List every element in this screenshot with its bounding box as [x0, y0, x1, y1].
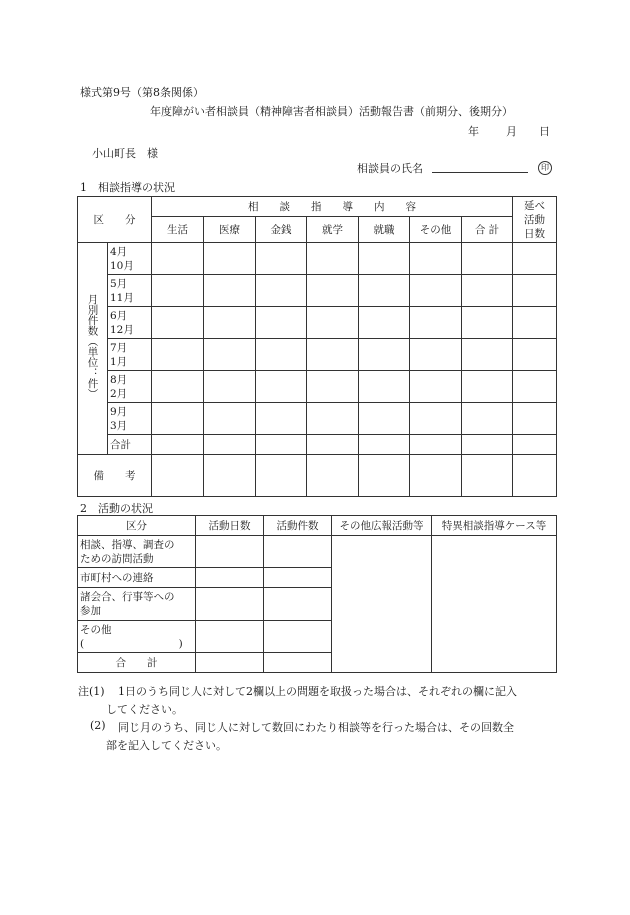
- table-cell[interactable]: [359, 435, 410, 455]
- table-cell[interactable]: [256, 403, 307, 435]
- date-day-label: 日: [539, 125, 550, 138]
- table-cell[interactable]: [264, 588, 332, 621]
- table-cell[interactable]: [152, 339, 204, 371]
- col-header-total: 合 計: [462, 217, 513, 243]
- table-cell[interactable]: [410, 275, 462, 307]
- remarks-cell[interactable]: [256, 455, 307, 497]
- activity-row-label: [78, 621, 196, 653]
- counseling-table: [77, 196, 557, 497]
- table-cell[interactable]: [152, 435, 204, 455]
- table-cell[interactable]: [152, 243, 204, 275]
- remarks-cell[interactable]: [359, 455, 410, 497]
- table-cell[interactable]: [256, 307, 307, 339]
- activity-row-label: 市町村への連絡: [78, 568, 196, 588]
- activity-days-header-line1: 延べ: [524, 199, 546, 212]
- activity-row-label-line2: 参加: [80, 605, 101, 617]
- activity-row-label: [78, 588, 196, 621]
- page-title: 年度障がい者相談員（精神障害者相談員）活動報告書（前期分、後期分）: [150, 105, 513, 118]
- activity-row-label-line2: ための訪問活動: [80, 552, 154, 565]
- period-month-first: 4月: [110, 245, 128, 258]
- table-cell[interactable]: [513, 435, 557, 455]
- period-label: [108, 371, 152, 403]
- period-month-second: 2月: [110, 387, 128, 400]
- period-month-first: 8月: [110, 373, 128, 386]
- note-1-number: 注(1): [78, 685, 105, 698]
- monthly-count-label-cell: [78, 243, 108, 455]
- remarks-cell[interactable]: [410, 455, 462, 497]
- table-cell[interactable]: [152, 403, 204, 435]
- table-cell[interactable]: [462, 243, 513, 275]
- remarks-cell[interactable]: [462, 455, 513, 497]
- activity-days-header: [513, 197, 557, 243]
- period-label: [108, 243, 152, 275]
- addressee: 小山町長 様: [92, 147, 158, 160]
- remarks-cell[interactable]: [152, 455, 204, 497]
- table-cell[interactable]: [264, 536, 332, 568]
- period-month-second: 1月: [110, 355, 128, 368]
- note-1-text-cont: してください。: [106, 703, 183, 716]
- table-cell[interactable]: [410, 371, 462, 403]
- period-label: [108, 339, 152, 371]
- table-cell[interactable]: [196, 588, 264, 621]
- col-header-employment: 就職: [359, 217, 410, 243]
- note-2-text-cont: 部を記入してください。: [106, 739, 227, 752]
- pr-activities-cell[interactable]: [332, 536, 432, 673]
- category-header: 区 分: [78, 197, 152, 243]
- seal-mark: [538, 160, 552, 175]
- activity-col-days: 活動日数: [196, 516, 264, 536]
- activity-row-label-line2: ( ): [80, 637, 183, 650]
- note-2-text: 同じ月のうち、同じ人に対して数回にわたり相談等を行った場合は、その回数全: [118, 721, 514, 734]
- seal-label: 印: [538, 161, 552, 175]
- activity-row-label-line1: その他: [80, 623, 112, 636]
- period-month-second: 10月: [110, 259, 134, 272]
- table-cell[interactable]: [256, 435, 307, 455]
- table-cell[interactable]: [462, 275, 513, 307]
- activity-table: [77, 515, 557, 673]
- activity-col-count: 活動件数: [264, 516, 332, 536]
- table-cell[interactable]: [256, 275, 307, 307]
- table-cell[interactable]: [256, 371, 307, 403]
- period-month-second: 12月: [110, 323, 134, 336]
- note-1-text: 1日のうち同じ人に対して2欄以上の問題を取扱った場合は、それぞれの欄に記入: [118, 685, 517, 698]
- table-cell[interactable]: [359, 307, 410, 339]
- table-cell[interactable]: [152, 371, 204, 403]
- period-label: [108, 403, 152, 435]
- table-cell[interactable]: [462, 371, 513, 403]
- table-cell[interactable]: [410, 403, 462, 435]
- table-cell[interactable]: [196, 653, 264, 673]
- note-2-number: (2): [90, 719, 106, 732]
- table-cell[interactable]: [359, 243, 410, 275]
- table-cell[interactable]: [204, 339, 256, 371]
- remarks-label: 備 考: [78, 455, 152, 497]
- date-year-label: 年: [468, 125, 479, 138]
- table-cell[interactable]: [307, 403, 359, 435]
- remarks-cell[interactable]: [307, 455, 359, 497]
- period-month-first: 5月: [110, 277, 128, 290]
- counselor-name-field[interactable]: [432, 160, 528, 173]
- table-cell[interactable]: [204, 307, 256, 339]
- table-cell[interactable]: [196, 621, 264, 653]
- monthly-count-label: 月別件数（単位：件）: [86, 294, 99, 399]
- col-header-living: 生活: [152, 217, 204, 243]
- activity-row-label-line1: 諸会合、行事等への: [80, 591, 175, 603]
- table-cell[interactable]: [307, 339, 359, 371]
- table-cell[interactable]: [359, 403, 410, 435]
- table-cell[interactable]: [513, 403, 557, 435]
- activity-row-label: [78, 536, 196, 568]
- table-cell[interactable]: [462, 339, 513, 371]
- table-cell[interactable]: [513, 371, 557, 403]
- period-month-second: 3月: [110, 419, 128, 432]
- table-cell[interactable]: [264, 653, 332, 673]
- table-cell[interactable]: [359, 339, 410, 371]
- period-month-first: 6月: [110, 309, 128, 322]
- activity-row-label-line1: 相談、指導、調査の: [80, 538, 175, 551]
- col-header-money: 金銭: [256, 217, 307, 243]
- activity-total-label: 合 計: [78, 653, 196, 673]
- table-cell[interactable]: [196, 536, 264, 568]
- table-cell[interactable]: [410, 435, 462, 455]
- date-month-label: 月: [506, 125, 517, 138]
- table-cell[interactable]: [204, 371, 256, 403]
- remarks-cell[interactable]: [513, 455, 557, 497]
- period-label: [108, 275, 152, 307]
- table-cell[interactable]: [152, 275, 204, 307]
- table-cell[interactable]: [307, 243, 359, 275]
- table-cell[interactable]: [264, 568, 332, 588]
- activity-col-special-cases: 特異相談指導ケース等: [432, 516, 557, 536]
- table-cell[interactable]: [204, 275, 256, 307]
- table-cell[interactable]: [513, 339, 557, 371]
- table-cell[interactable]: [462, 435, 513, 455]
- table-cell[interactable]: [307, 371, 359, 403]
- counselor-name-label: 相談員の氏名: [357, 162, 423, 175]
- activity-days-header-line3: 日数: [524, 227, 546, 240]
- table-cell[interactable]: [204, 435, 256, 455]
- period-label: [108, 307, 152, 339]
- activity-col-pr: その他広報活動等: [332, 516, 432, 536]
- table-cell[interactable]: [462, 307, 513, 339]
- activity-days-header-line2: 活動: [524, 213, 546, 226]
- table-cell[interactable]: [256, 243, 307, 275]
- table-cell[interactable]: [204, 243, 256, 275]
- activity-col-category: 区分: [78, 516, 196, 536]
- period-month-first: 7月: [110, 341, 128, 354]
- section1-heading: 1 相談指導の状況: [80, 181, 175, 194]
- table-cell[interactable]: [513, 243, 557, 275]
- table-cell[interactable]: [462, 403, 513, 435]
- form-number: 様式第9号（第8条関係）: [80, 86, 204, 99]
- table-cell[interactable]: [152, 307, 204, 339]
- table-cell[interactable]: [513, 275, 557, 307]
- table-cell[interactable]: [359, 275, 410, 307]
- table-cell[interactable]: [410, 339, 462, 371]
- table-cell[interactable]: [264, 621, 332, 653]
- col-header-schooling: 就学: [307, 217, 359, 243]
- col-header-other: その他: [410, 217, 462, 243]
- period-month-second: 11月: [110, 291, 134, 304]
- remarks-cell[interactable]: [204, 455, 256, 497]
- content-header: 相 談 指 導 内 容: [152, 197, 513, 217]
- period-month-first: 9月: [110, 405, 128, 418]
- table-cell[interactable]: [196, 568, 264, 588]
- table-cell[interactable]: [410, 243, 462, 275]
- table-cell[interactable]: [307, 307, 359, 339]
- table-cell[interactable]: [204, 403, 256, 435]
- total-row-label: 合計: [108, 435, 152, 455]
- special-cases-cell[interactable]: [432, 536, 557, 673]
- table-cell[interactable]: [359, 371, 410, 403]
- table-cell[interactable]: [513, 307, 557, 339]
- section2-heading: 2 活動の状況: [80, 502, 153, 515]
- table-cell[interactable]: [307, 435, 359, 455]
- table-cell[interactable]: [307, 275, 359, 307]
- col-header-medical: 医療: [204, 217, 256, 243]
- table-cell[interactable]: [410, 307, 462, 339]
- table-cell[interactable]: [256, 339, 307, 371]
